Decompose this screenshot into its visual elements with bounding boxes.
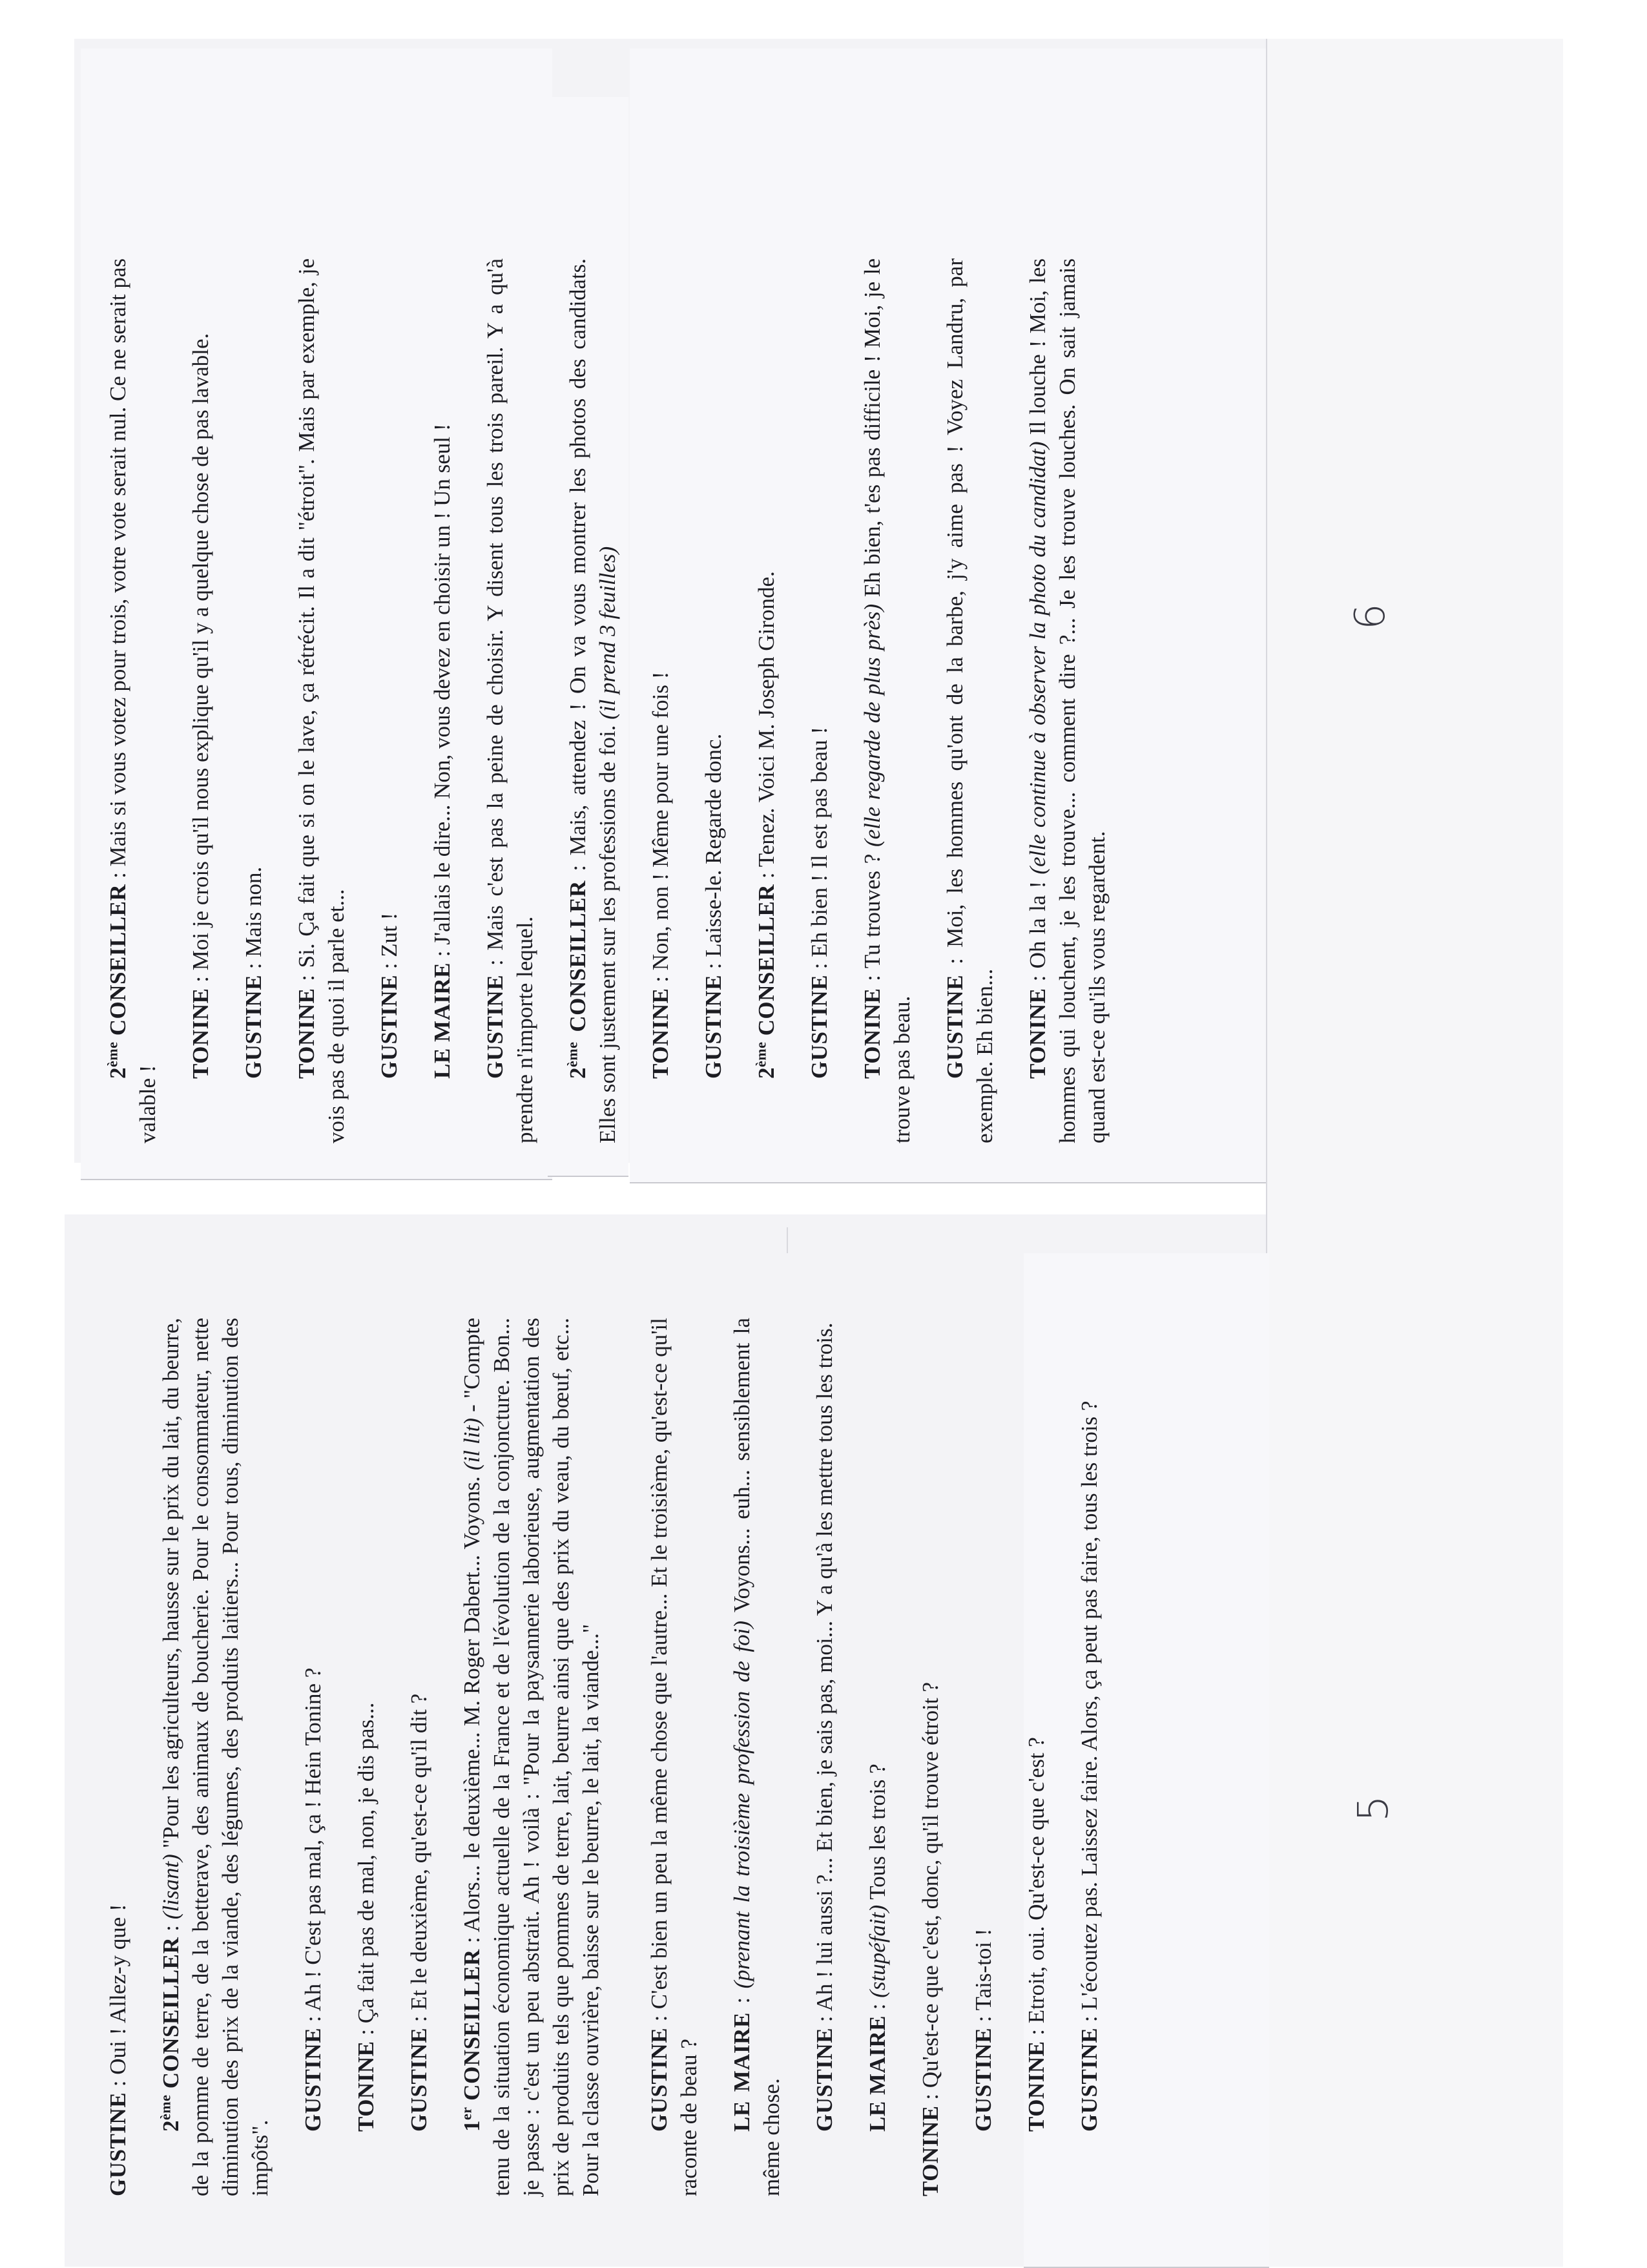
line-maire-p6-1: LE MAIRE : J'allais le dire... Non, vous devez en choisir un ! Un seul ! [430, 423, 455, 1079]
speaker: TONINE [648, 988, 673, 1079]
speaker: TONINE [918, 2105, 943, 2196]
line-gustine-p6-4: GUSTINE : Laisse-le. Regarde donc. [701, 733, 726, 1079]
stage-direction: (lisant) [158, 1854, 183, 1920]
speaker: TONINE [860, 988, 885, 1079]
stage-direction: (elle continue à observer la photo du candidat) [1025, 441, 1050, 875]
line-gustine-2: GUSTINE : Ah ! C'est pas mal, ça ! Hein Tonine ? [300, 1667, 326, 2132]
stage-direction: (prenant la troisième profession de foi) [729, 1621, 754, 1989]
speaker: LE MAIRE [430, 962, 455, 1079]
line-gustine-5: GUSTINE : Ah ! lui aussi ?... Et bien, je sais pas, moi... Y a qu'à les mettre tous les trois. [812, 1322, 837, 2132]
speaker: LE MAIRE [729, 2012, 754, 2132]
stage-direction: (il prend 3 feuilles) [595, 546, 620, 720]
line-gustine-p6-2: GUSTINE : Zut ! [377, 912, 402, 1079]
speaker: TONINE [188, 988, 213, 1079]
speaker: GUSTINE [701, 974, 726, 1079]
line-maire-1: LE MAIRE : (prenant la troisième profession de foi) Voyons... euh... sensiblement la même chose. [729, 1318, 784, 2196]
line-tonine-p6-1: TONINE : Moi je crois qu'il nous explique qu'il y a quelque chose de pas lavable. [188, 333, 213, 1079]
line-gustine-p6-6: GUSTINE : Moi, les hommes qu'ont de la barbe, j'y aime pas ! Voyez Landru, par exemple. Eh bien... [942, 258, 997, 1143]
line-gustine-1: GUSTINE : Oui ! Allez-y que ! [105, 1904, 130, 2196]
line-gustine-p6-3: GUSTINE : Mais c'est pas la peine de choisir. Y disent tous les trois pareil. Y a qu'à prendre n'importe lequel. [482, 258, 537, 1143]
page-6-text [103, 258, 1266, 1143]
speaker: TONINE [1024, 2041, 1049, 2132]
strip-edge-left [787, 1227, 788, 1253]
speaker: 1er CONSEILLER [458, 1949, 484, 2132]
speaker: 2ème CONSEILLER [104, 884, 130, 1079]
line-tonine-3: TONINE : Etroit, oui. Qu'est-ce que c'est ? [1024, 1737, 1049, 2132]
speaker: GUSTINE [300, 2027, 326, 2132]
line-tonine-p6-3: TONINE : Non, non ! Même pour une fois ! [648, 671, 673, 1079]
line-gustine-p6-1: GUSTINE : Mais non. [241, 866, 266, 1079]
speaker: GUSTINE [105, 2092, 130, 2196]
far-right-sheet [1266, 39, 1563, 2267]
speaker: 2ème CONSEILLER [157, 1937, 183, 2132]
line-tonine-2: TONINE : Qu'est-ce que c'est, donc, qu'il trouve étroit ? [918, 1682, 943, 2196]
speaker: LE MAIRE [865, 2015, 890, 2132]
speaker: 2ème CONSEILLER [564, 880, 590, 1079]
line-tonine-p6-5: TONINE : Oh la la ! (elle continue à observer la photo du candidat) Il louche ! Moi, les hommes qui louchent, je les trouve... comment dire ?... Je les trouve louches. On sait jamais quand est-ce qu'ils vous regardent. [1025, 258, 1110, 1143]
line-gustine-3: GUSTINE : Et le deuxième, qu'est-ce qu'il dit ? [406, 1693, 431, 2132]
stage-direction: (stupéfait) [865, 1904, 890, 1998]
line-maire-2: LE MAIRE : (stupéfait) Tous les trois ? [865, 1763, 890, 2132]
line-gustine-p6-5: GUSTINE : Eh bien ! Il est pas beau ! [807, 727, 832, 1079]
speaker: GUSTINE [971, 2027, 996, 2132]
speaker: GUSTINE [807, 974, 832, 1079]
stage-direction: (elle regarde de plus près) [860, 603, 885, 848]
line-conseiller-2: 2ème CONSEILLER : (lisant) "Pour les agriculteurs, hausse sur le prix du lait, du beurre, de la pomme de terre, de la betterave, des animaux de boucherie. Pour le consommateur, nette diminution des prix de la viande, des légumes, des produits laitiers... Pour tous, diminution des impôts". [157, 1318, 273, 2196]
speaker: TONINE [1025, 988, 1050, 1079]
speaker: GUSTINE [406, 2027, 431, 2132]
stage-direction: (il lit) [459, 1418, 484, 1471]
speaker: TONINE [294, 988, 319, 1079]
speaker: GUSTINE [241, 974, 266, 1079]
page-number-6: 6 [1347, 603, 1394, 630]
speaker: GUSTINE [942, 974, 968, 1079]
line-tonine-p6-2: TONINE : Si. Ça fait que si on le lave, ça rétrécit. Il a dit "étroit". Mais par exemple, je vois pas de quoi il parle et... [294, 258, 349, 1143]
speaker: GUSTINE [812, 2027, 837, 2132]
speaker: GUSTINE [647, 2027, 672, 2132]
speaker: GUSTINE [1077, 2027, 1102, 2132]
line-tonine-1: TONINE : Ça fait pas de mal, non, je dis pas... [353, 1702, 378, 2132]
line-conseiller-2a: 2ème CONSEILLER : Mais si vous votez pour trois, votre vote serait nul. Ce ne serait pas valable ! [104, 258, 160, 1143]
line-gustine-4: GUSTINE : C'est bien un peu la même chose que l'autre... Et le troisième, qu'est-ce qu'il raconte de beau ? [647, 1318, 701, 2196]
page-number-5: 5 [1350, 1795, 1398, 1822]
line-conseiller-2c: 2ème CONSEILLER : Tenez. Voici M. Joseph Gironde. [752, 571, 779, 1079]
line-conseiller-1: 1er CONSEILLER : Alors... le deuxième... M. Roger Dabert... Voyons. (il lit) - "Compte tenu de la situation économique actuelle de la France et de l'évolution de la conjoncture. Bon... je passe : c'est un peu abstrait. Ah ! voilà : "Pour la paysannerie laborieuse, augmentation des prix de produits tels que pommes de terre, lait, beurre ainsi que des prix du veau, du bœuf, etc... Pour la classe ouvrière, baisse sur le beurre, le lait, la viande..." [458, 1318, 603, 2196]
line-conseiller-2b: 2ème CONSEILLER : Mais, attendez ! On va vous montrer les photos des candidats. Elles sont justement sur les professions de foi. (il prend 3 feuilles) [564, 258, 620, 1143]
speaker: GUSTINE [482, 974, 508, 1079]
page-5-text [103, 1318, 1266, 2196]
speaker: 2ème CONSEILLER [752, 884, 779, 1079]
line-gustine-7: GUSTINE : L'écoutez pas. Laissez faire. Alors, ça peut pas faire, tous les trois ? [1077, 1400, 1102, 2132]
line-gustine-6: GUSTINE : Tais-toi ! [971, 1928, 996, 2132]
line-tonine-p6-4: TONINE : Tu trouves ? (elle regarde de plus près) Eh bien, t'es pas difficile ! Moi, je le trouve pas beau. [860, 258, 915, 1143]
speaker: TONINE [353, 2041, 378, 2132]
speaker: GUSTINE [377, 974, 402, 1079]
